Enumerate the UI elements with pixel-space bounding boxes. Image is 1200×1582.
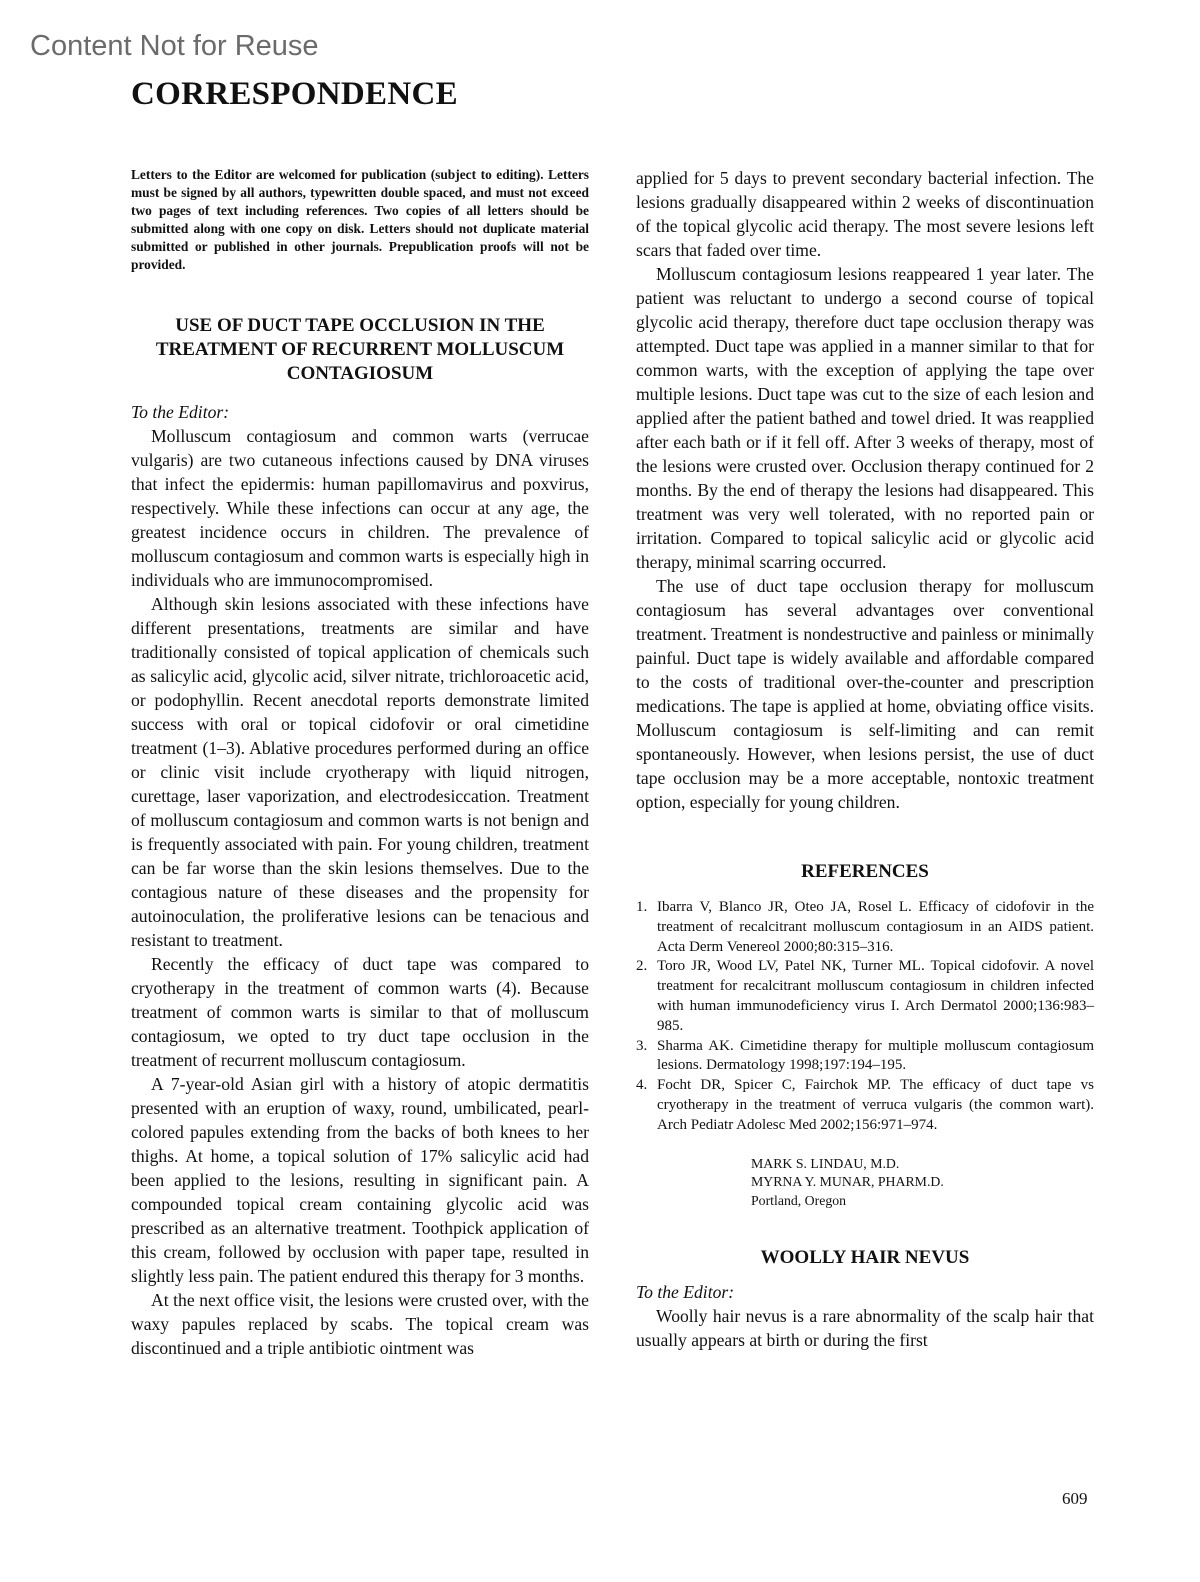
editorial-notice: Letters to the Editor are welcomed for publication (subject to editing). Letters must be signed by all authors, typewritten double spaced, and must not exceed two pages of text including references. Two copies of all letters should be submitted along with one copy on disk. Letters should not duplicate material submitted or published in other journals. Prepublication proofs will not be provided. xyxy=(131,167,589,272)
reference-item xyxy=(636,1076,1094,1135)
article-title: USE OF DUCT TAPE OCCLUSION IN THE TREATMENT OF RECURRENT MOLLUSCUM CONTAGIOSUM xyxy=(155,315,565,384)
body-paragraph: At the next office visit, the lesions were crusted over, with the waxy papules replaced by scabs. The topical cream was discontinued and a triple antibiotic ointment was xyxy=(131,1290,589,1358)
body-paragraph: A 7-year-old Asian girl with a history of atopic dermatitis presented with an eruption of waxy, round, umbilicated, pearl-colored papules extending from the backs of both knees to her thighs. At home, a topical solution of 17% salicylic acid had been applied to the lesions, resulting in significant pain. A compounded topical cream containing glycolic acid was prescribed as an alternative treatment. Toothpick application of this cream, followed by occlusion with paper tape, resulted in slightly less pain. The patient endured this therapy for 3 months. xyxy=(131,1074,589,1286)
body-paragraph: Although skin lesions associated with these infections have different presentations, treatments are similar and have traditionally consisted of topical application of chemicals such as salicylic acid, glycolic acid, silver nitrate, trichloroacetic acid, or podophyllin. Recent anecdotal reports demonstrate limited success with oral or topical cidofovir or oral cimetidine treatment (1–3). Ablative procedures performed during an office or clinic visit include cryotherapy with liquid nitrogen, curettage, laser vaporization, and electrodesiccation. Treatment of molluscum contagiosum and common warts is not benign and is frequently associated with pain. For young children, treatment can be far worse than the skin lesions themselves. Due to the contagious nature of these diseases and the propensity for autoinoculation, the proliferative lesions can be tenacious and resistant to treatment. xyxy=(131,594,589,950)
author-signature xyxy=(751,1155,1094,1211)
reference-item xyxy=(636,1037,1094,1077)
body-paragraph: The use of duct tape occlusion therapy for molluscum contagiosum has several advantages over conventional treatment. Treatment is nondestructive and painless or minimally painful. Duct tape is widely available and affordable compared to the costs of traditional over-the-counter and prescription medications. The tape is applied at home, obviating office visits. Molluscum contagiosum is self-limiting and can remit spontaneously. However, when lesions persist, the use of duct tape occlusion may be a more acceptable, nontoxic treatment option, especially for young children. xyxy=(636,576,1094,812)
page-number: 609 xyxy=(1062,1489,1088,1508)
body-paragraph: Woolly hair nevus is a rare abnormality of the scalp hair that usually appears at birth or during the first xyxy=(636,1306,1094,1351)
reference-number: 1. xyxy=(636,899,648,915)
reference-number: 3. xyxy=(636,1037,648,1054)
reference-item xyxy=(636,898,1094,957)
reference-text: Toro JR, Wood LV, Patel NK, Turner ML. Topical cidofovir. A novel treatment for recalcitrant molluscum contagiosum in children infected with human immunodeficiency virus I. Arch Dermatol 2000;136:983–985. xyxy=(657,958,1094,1034)
article-title: WOOLLY HAIR NEVUS xyxy=(760,1247,970,1269)
reference-text: Sharma AK. Cimetidine therapy for multiple molluscum contagiosum lesions. Dermatology 1998;197:194–195. xyxy=(657,1037,1094,1074)
right-column xyxy=(636,166,1094,1352)
author-location: Portland, Oregon xyxy=(751,1192,847,1208)
references-heading: REFERENCES xyxy=(801,861,929,882)
reference-number: 2. xyxy=(636,958,648,975)
author-name: MYRNA Y. MUNAR, PHARM.D. xyxy=(751,1174,944,1190)
author-name: MARK S. LINDAU, M.D. xyxy=(751,1155,900,1171)
body-paragraph: Molluscum contagiosum and common warts (verrucae vulgaris) are two cutaneous infections caused by DNA viruses that infect the epidermis: human papillomavirus and poxvirus, respectively. While these infections can occur at any age, the greatest incidence occurs in children. The prevalence of molluscum contagiosum and common warts is especially high in individuals who are immunocompromised. xyxy=(131,426,589,590)
left-column xyxy=(131,166,589,1360)
reference-item xyxy=(636,957,1094,1036)
salutation: To the Editor: xyxy=(131,402,230,422)
body-paragraph: Molluscum contagiosum lesions reappeared 1 year later. The patient was reluctant to undergo a second course of topical glycolic acid therapy, therefore duct tape occlusion therapy was attempted. Duct tape was applied in a manner similar to that for common warts, with the exception of applying the tape over multiple lesions. Duct tape was cut to the size of each lesion and applied after the patient bathed and towel dried. It was reapplied after each bath or if it fell off. After 3 weeks of therapy, most of the lesions were crusted over. Occlusion therapy continued for 2 months. By the end of therapy the lesions had disappeared. This treatment was very well tolerated, with no reported pain or irritation. Compared to topical salicylic acid or glycolic acid therapy, minimal scarring occurred. xyxy=(636,264,1094,572)
reference-list xyxy=(636,898,1094,1136)
reference-text: Ibarra V, Blanco JR, Oteo JA, Rosel L. Efficacy of cidofovir in the treatment of recalcitrant molluscum contagiosum in an AIDS patient. Acta Derm Venereol 2000;80:315–316. xyxy=(657,899,1094,955)
section-title: CORRESPONDENCE xyxy=(131,76,458,112)
salutation: To the Editor: xyxy=(636,1282,735,1303)
reference-text: Focht DR, Spicer C, Fairchok MP. The efficacy of duct tape vs cryotherapy in the treatment of verruca vulgaris (the common wart). Arch Pediatr Adolesc Med 2002;156:971–974. xyxy=(657,1077,1094,1133)
body-paragraph-continued: applied for 5 days to prevent secondary bacterial infection. The lesions gradually disappeared within 2 weeks of discontinuation of the topical glycolic acid therapy. The most severe lesions left scars that faded over time. xyxy=(636,168,1094,260)
watermark: Content Not for Reuse xyxy=(30,30,319,62)
body-paragraph: Recently the efficacy of duct tape was compared to cryotherapy in the treatment of common warts (4). Because treatment of common warts is similar to that of molluscum contagiosum, we opted to try duct tape occlusion in the treatment of recurrent molluscum contagiosum. xyxy=(131,954,589,1070)
reference-number: 4. xyxy=(636,1077,648,1094)
